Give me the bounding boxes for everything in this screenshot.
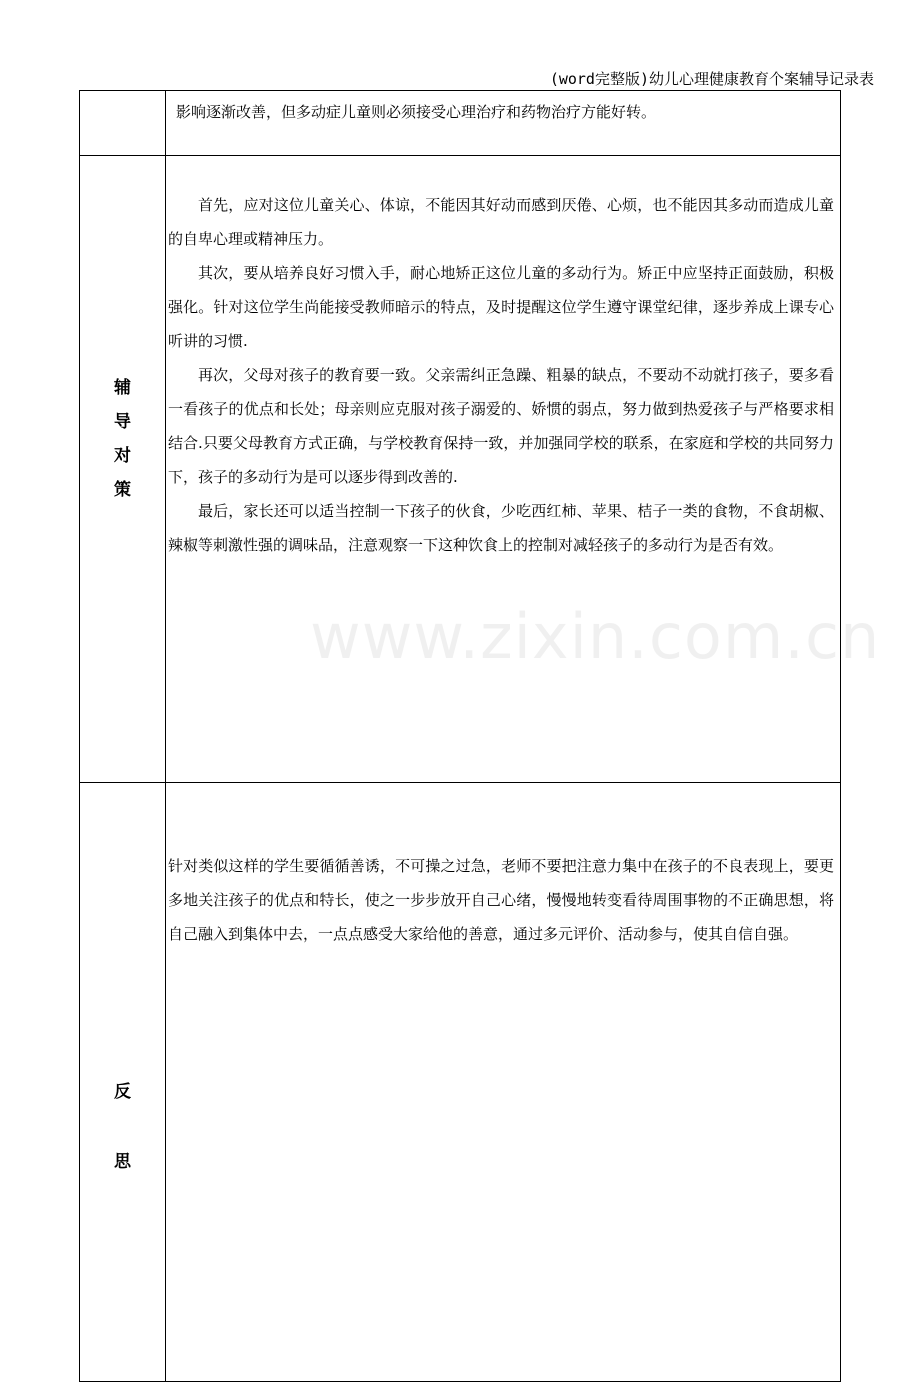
guidance-row — [80, 156, 841, 783]
continuation-label-cell — [80, 91, 166, 156]
guidance-label — [80, 156, 166, 783]
document-title: (word完整版)幼儿心理健康教育个案辅导记录表 — [549, 70, 874, 88]
continuation-row — [80, 91, 841, 156]
reflection-label-char: 反 — [114, 1082, 131, 1102]
reflection-label — [80, 783, 166, 1382]
guidance-content-cell — [166, 156, 841, 783]
reflection-body — [166, 783, 840, 951]
guidance-paragraph: 最后，家长还可以适当控制一下孩子的伙食，少吃西红柿、苹果、桔子一类的食物，不食胡椒、辣椒等刺激性强的调味品，注意观察一下这种饮食上的控制对减轻孩子的多动行为是否有效。 — [168, 502, 834, 554]
guidance-paragraph: 首先，应对这位儿童关心、体谅，不能因其好动而感到厌倦、心烦，也不能因其多动而造成儿童的自卑心理或精神压力。 — [168, 196, 834, 248]
watermark: www.zixin.com.cn — [310, 600, 881, 673]
guidance-paragraph: 其次，要从培养良好习惯入手，耐心地矫正这位儿童的多动行为。矫正中应坚持正面鼓励，积极强化。针对这位学生尚能接受教师暗示的特点，及时提醒这位学生遵守课堂纪律，逐步养成上课专心听讲的习惯. — [168, 264, 834, 350]
continuation-text: 影响逐渐改善，但多动症儿童则必须接受心理治疗和药物治疗方能好转。 — [176, 103, 657, 121]
guidance-paragraph: 再次，父母对孩子的教育要一致。父亲需纠正急躁、粗暴的缺点，不要动不动就打孩子，要多看一看孩子的优点和长处；母亲则应克服对孩子溺爱的、娇惯的弱点，努力做到热爱孩子与严格要求相结合.只要父母教育方式正确，与学校教育保持一致，并加强同学校的联系，在家庭和学校的共同努力下，孩子的多动行为是可以逐步得到改善的. — [168, 366, 834, 486]
guidance-label-char: 策 — [114, 480, 131, 500]
guidance-label-char: 辅 — [114, 378, 131, 398]
continuation-content-cell — [166, 91, 841, 156]
guidance-body — [166, 156, 840, 562]
reflection-content-cell — [166, 783, 841, 1382]
guidance-label-char: 对 — [114, 446, 131, 466]
reflection-row — [80, 783, 841, 1382]
record-table — [79, 90, 841, 1382]
reflection-label-char: 思 — [114, 1152, 131, 1172]
reflection-text: 针对类似这样的学生要循循善诱，不可操之过急，老师不要把注意力集中在孩子的不良表现上，要更多地关注孩子的优点和特长，使之一步步放开自己心绪，慢慢地转变看待周围事物的不正确思想，将自己融入到集体中去，一点点感受大家给他的善意，通过多元评价、活动参与，使其自信自强。 — [168, 857, 834, 943]
guidance-label-char: 导 — [114, 412, 131, 432]
